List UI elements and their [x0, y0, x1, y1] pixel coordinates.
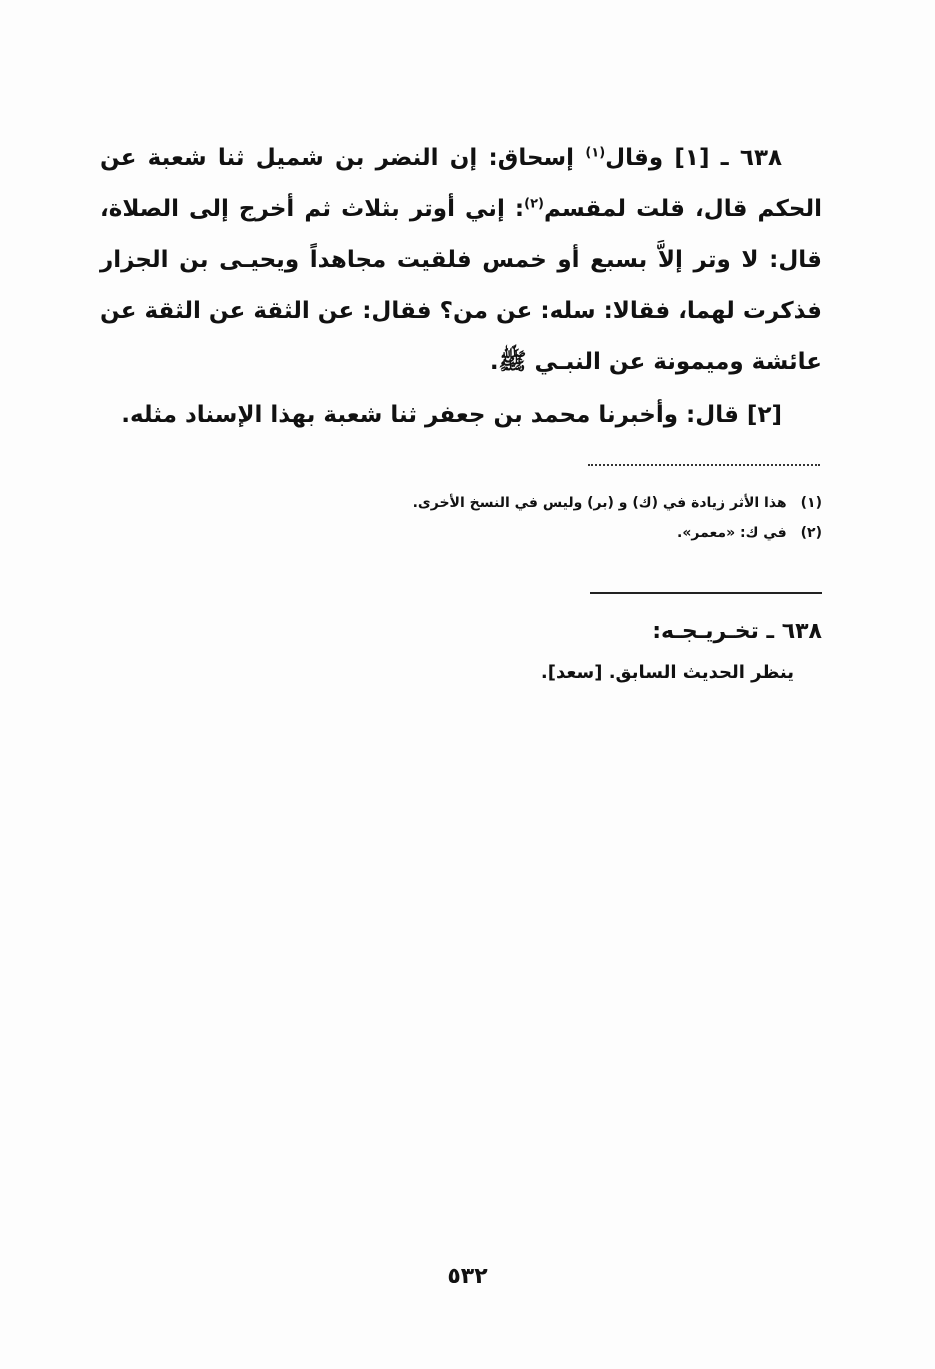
- page-number: ٥٣٢: [447, 1264, 488, 1289]
- footnote-text: في ك: «معمر».: [677, 525, 787, 541]
- footnote-1: [300, 488, 822, 518]
- sub-narration-text: قال: وأخبرنا محمد بن جعفر ثنا شعبة بهذا الإسناد مثله.: [121, 402, 739, 428]
- sub-narration-marker-1: [١]: [674, 145, 710, 171]
- hadith-text-part-3: : إني أوتر بثلاث ثم أخرج إلى الصلاة، قال: لا وتر إلاَّ بسبع أو خمس فلقيت مجاهداً ويحيـى بن الجزار فذكرت لهما، فقالا: سله: عن من؟ فقال: عن الثقة عن الثقة عن عائشة وميمونة عن النبـي ﷺ.: [100, 196, 822, 375]
- footnotes: [300, 488, 822, 548]
- footnote-number: (١): [800, 495, 822, 511]
- hadith-text: [100, 133, 822, 441]
- footnote-2: [300, 518, 822, 548]
- footnote-reference-1: (١): [585, 145, 606, 161]
- hadith-text-part-2: إسحاق: إن النضر بن شميل ثنا شعبة عن الحكم قال، قلت لمقسم: [100, 145, 822, 222]
- sub-narration-marker-2: [٢]: [746, 402, 782, 428]
- takhrij-separator: [590, 592, 822, 594]
- sub-narration-paragraph: [100, 390, 822, 441]
- footnote-text: هذا الأثر زيادة في (ك) و (بر) وليس في النسخ الأخرى.: [412, 495, 787, 511]
- takhrij-heading: ٦٣٨ ـ تخـريـجـه:: [652, 619, 822, 644]
- hadith-number: ٦٣٨ ـ: [720, 145, 783, 171]
- footnote-number: (٢): [800, 525, 822, 541]
- takhrij-body: ينظر الحديث السابق. [سعد].: [540, 662, 794, 683]
- footnote-separator: [588, 464, 820, 466]
- footnote-reference-2: (٢): [524, 196, 544, 212]
- hadith-paragraph: [100, 133, 822, 388]
- hadith-text-part-1: وقال: [605, 145, 664, 171]
- takhrij-section: [400, 614, 822, 688]
